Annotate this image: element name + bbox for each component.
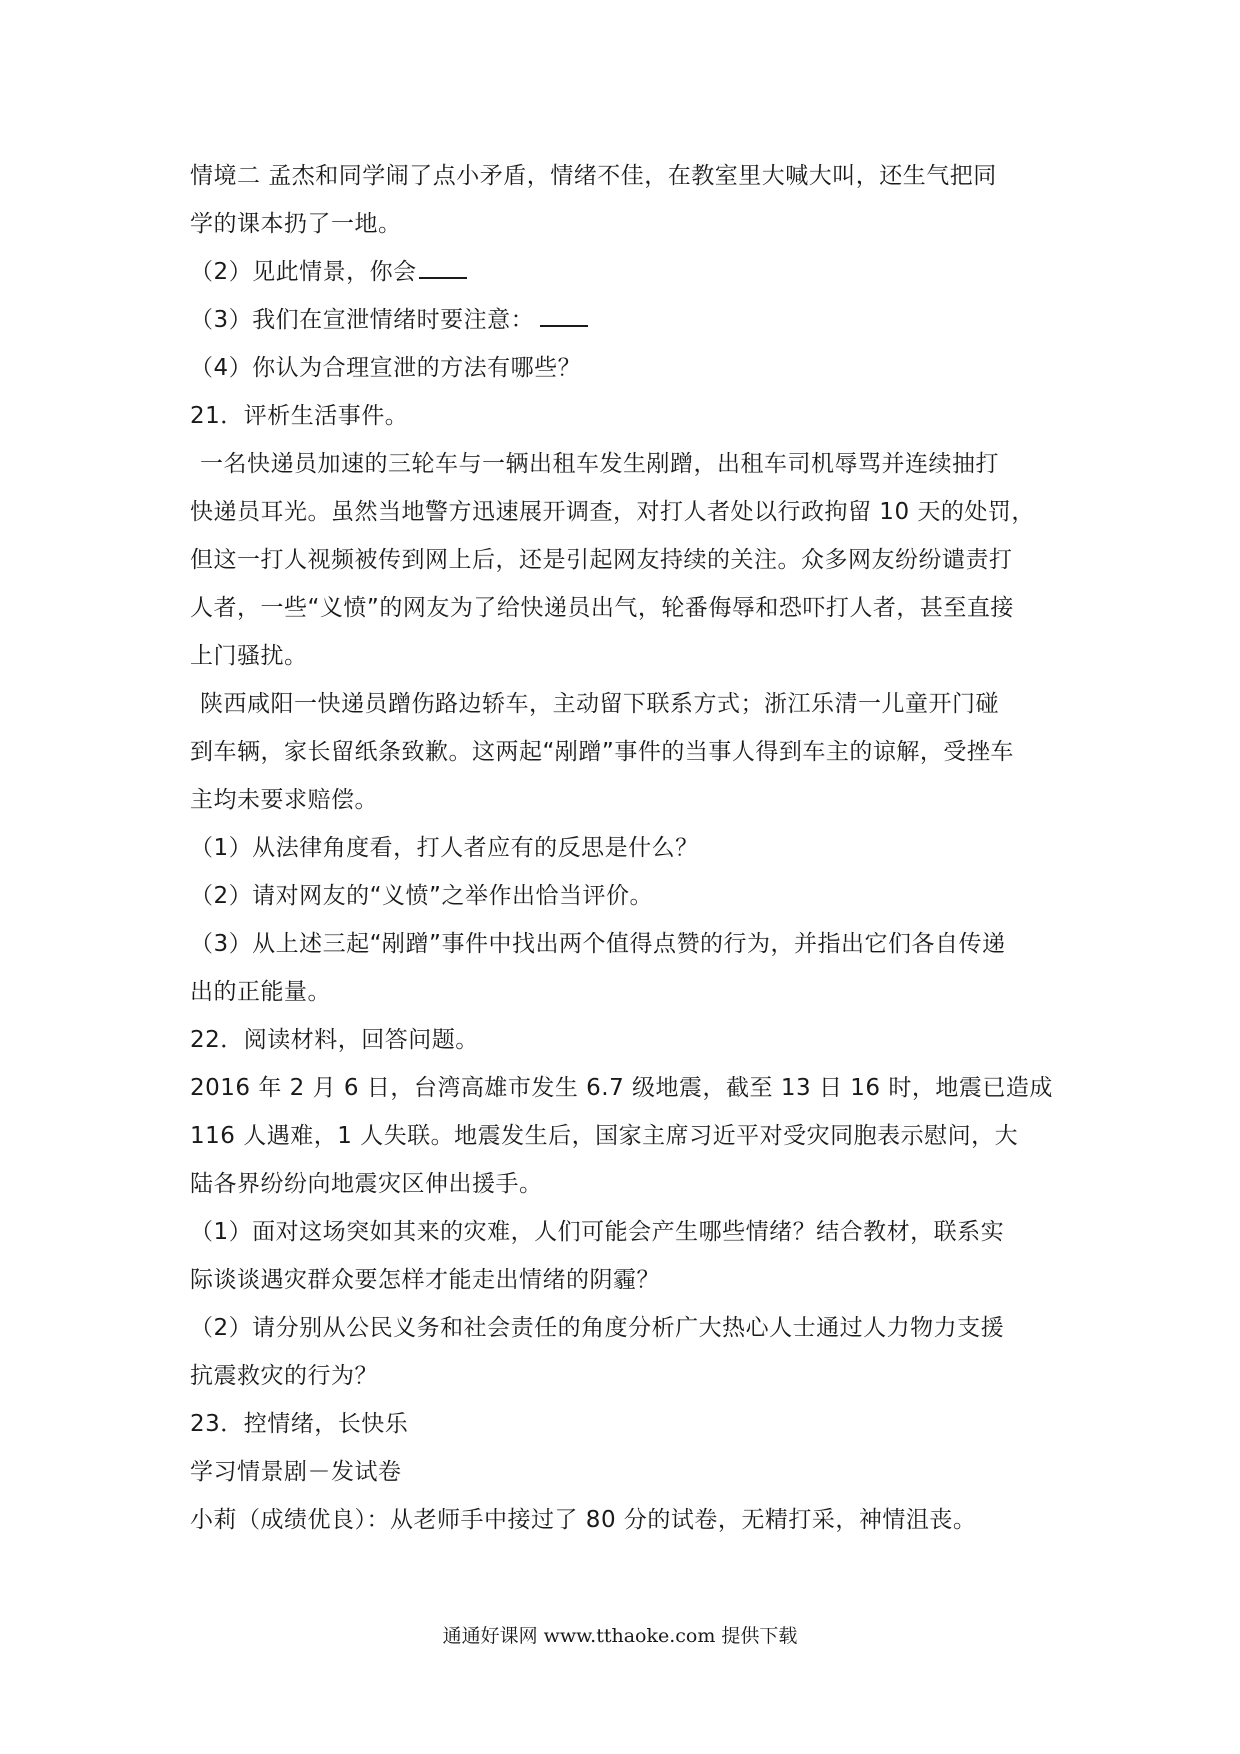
text-line: 主均未要求赔偿。	[190, 787, 378, 813]
text-line: 陕西咸阳一快递员蹭伤路边轿车，主动留下联系方式；浙江乐清一儿童开门碰	[200, 691, 999, 717]
answer-blank[interactable]	[540, 297, 588, 327]
question-line	[190, 248, 1060, 296]
text-line: 小莉（成绩优良）：从老师手中接过了 80 分的试卷，无精打采，神情沮丧。	[190, 1507, 977, 1533]
text-line: 2016 年 2 月 6 日，台湾高雄市发生 6.7 级地震，截至 13 日 16 时，地震已造成	[190, 1075, 1053, 1101]
text-line: 到车辆，家长留纸条致歉。这两起“剐蹭”事件的当事人得到车主的谅解，受挫车	[190, 739, 1014, 765]
question-line	[190, 296, 1060, 344]
page-footer: 通通好课网 www.tthaoke.com 提供下载	[442, 1625, 798, 1647]
question-line: （1）从法律角度看，打人者应有的反思是什么？	[190, 835, 699, 861]
text-line: 际谈谈遇灾群众要怎样才能走出情绪的阴霾？	[190, 1267, 660, 1293]
text-line: 但这一打人视频被传到网上后，还是引起网友持续的关注。众多网友纷纷谴责打	[190, 547, 1013, 573]
text-line: 人者，一些“义愤”的网友为了给快递员出气，轮番侮辱和恐吓打人者，甚至直接	[190, 595, 1014, 621]
question-line: （2）请对网友的“义愤”之举作出恰当评价。	[190, 883, 653, 909]
text-line: 116 人遇难，1 人失联。地震发生后，国家主席习近平对受灾同胞表示慰问，大	[190, 1123, 1019, 1149]
text-line: 抗震救灾的行为？	[190, 1363, 378, 1389]
text-line: 快递员耳光。虽然当地警方迅速展开调查，对打人者处以行政拘留 10 天的处罚，	[190, 499, 1035, 525]
text-line: 情境二 孟杰和同学闹了点小矛盾，情绪不佳，在教室里大喊大叫，还生气把同	[190, 163, 997, 189]
text-line: 学习情景剧－发试卷	[190, 1459, 402, 1485]
text-line: 学的课本扔了一地。	[190, 211, 402, 237]
document-body	[190, 152, 1060, 1544]
question-heading: 21．评析生活事件。	[190, 403, 409, 429]
question-heading: 22．阅读材料，回答问题。	[190, 1027, 479, 1053]
question-heading: 23．控情绪，长快乐	[190, 1411, 409, 1437]
question-line: （1）面对这场突如其来的灾难，人们可能会产生哪些情绪？结合教材，联系实	[190, 1219, 1005, 1245]
text-line: 出的正能量。	[190, 979, 331, 1005]
text-line: 陆各界纷纷向地震灾区伸出援手。	[190, 1171, 543, 1197]
question-line: （2）请分别从公民义务和社会责任的角度分析广大热心人士通过人力物力支援	[190, 1315, 1005, 1341]
answer-blank[interactable]	[419, 249, 467, 279]
text-line: 一名快递员加速的三轮车与一辆出租车发生剐蹭，出租车司机辱骂并连续抽打	[200, 451, 999, 477]
question-text: （3）我们在宣泄情绪时要注意：	[190, 307, 535, 333]
question-line: （4）你认为合理宣泄的方法有哪些？	[190, 355, 582, 381]
text-line: 上门骚扰。	[190, 643, 308, 669]
question-text: （2）见此情景，你会	[190, 259, 417, 285]
question-line: （3）从上述三起“剐蹭”事件中找出两个值得点赞的行为，并指出它们各自传递	[190, 931, 1006, 957]
